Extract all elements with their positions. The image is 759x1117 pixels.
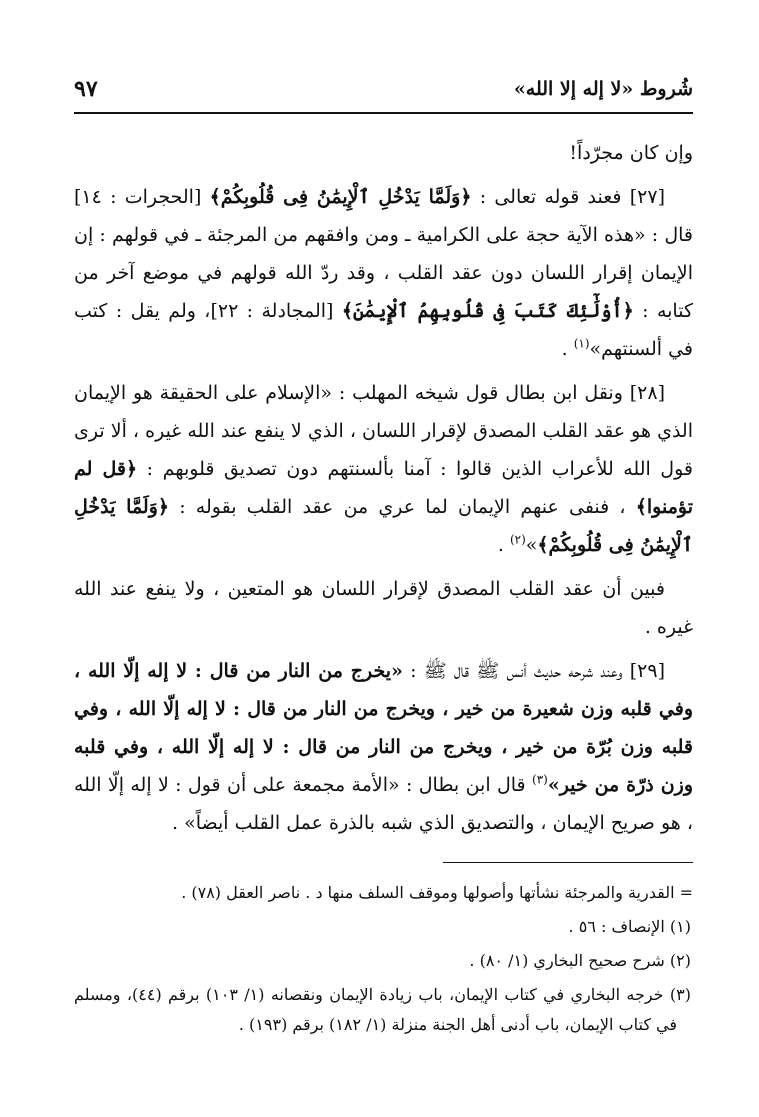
text: [٢٨] ونقل ابن بطال قول شيخه المهلب : «الإسلام على الحقيقة هو الإيمان الذي هو عقد القلب المصدق لإقرار اللسان ، الذي لا ينفع عند الله غيره ، ألا ترى قول الله للأعراب الذين قالوا : آمنا بألسنتهم دون تصديق قلوبهم : [74, 382, 694, 480]
footnote-rule [443, 862, 693, 863]
text: ، فنفى عنهم الإيمان لما عري من عقد القلب بقوله : [169, 496, 636, 518]
footnote-continuation: = القدرية والمرجئة نشأتها وأصولها وموقف السلف منها د . ناصر العقل (٧٨) . [181, 883, 693, 902]
paragraph-27 [74, 178, 693, 368]
quran-verse: ﴿أُوْلَٰٓئِكَ كَتَبَ فِى قُلُوبِهِمُ ٱلْإِيمَٰنَ﴾ [341, 300, 634, 322]
quran-verse: ﴿وَلَمَّا يَدْخُلِ ٱلْإِيمَٰنُ فِى قُلُوبِكُمْ﴾ [74, 496, 693, 556]
page-header [74, 78, 693, 112]
body-text [74, 134, 693, 848]
footnotes [74, 878, 693, 1044]
footnote-ref: (١) [573, 336, 590, 351]
footnote-ref: (٣) [532, 772, 548, 787]
footnote-2: (٢) شرح صحيح البخاري (١/ ٨٠) . [469, 951, 691, 970]
paragraph-29 [74, 652, 693, 842]
text: . [497, 534, 510, 556]
text: [المجادلة : ٢٢]، ولم يقل : كتب في ألسنتهم» [74, 300, 693, 360]
paragraph-intro [74, 134, 693, 172]
page-number: ٩٧ [74, 76, 98, 102]
running-title: شُروط «لا إله إلا الله» [513, 78, 693, 100]
paragraph-28-cont [74, 570, 693, 646]
text: » [525, 534, 538, 556]
text: [الحجرات : ١٤] قال : «هذه الآية حجة على الكرامية ـ ومن وافقهم من المرجئة ـ في قولهم : إن الإيمان إقرار اللسان دون عقد القلب ، وقد ردّ الله قولهم في موضع آخر من كتابه : [74, 186, 693, 322]
footnote-3: (٣) خرجه البخاري في كتاب الإيمان، باب زيادة الإيمان ونقصانه (١/ ١٠٣) برقم (٤٤)، ومسلم في كتاب الإيمان، باب أدنى أهل الجنة منزلة (١/ ١٨٢) برقم (١٩٣) . [74, 985, 691, 1034]
text: [٢٩] وعند شرحه حديث أنس ﷺ قال ﷺ : [402, 660, 665, 682]
header-rule [74, 112, 693, 114]
text: فبين أن عقد القلب المصدق لإقرار اللسان هو المتعين ، ولا ينفع عند الله غيره . [74, 578, 693, 638]
quran-verse: ﴿قل لم تؤمنوا﴾ [74, 458, 693, 518]
quran-verse: ﴿وَلَمَّا يَدْخُلِ ٱلْإِيمَٰنُ فِى قُلُوبِكُمْ﴾ [209, 186, 472, 208]
text: وإن كان مجرّداً! [569, 142, 693, 164]
footnote-1: (١) الإنصاف : ٥٦ . [568, 917, 691, 936]
text: [٢٧] فعند قوله تعالى : [471, 186, 665, 208]
hadith-text: «يخرج من النار من قال : لا إله إلّا الله ، وفي قلبه وزن شعيرة من خير ، ويخرج من النار من قال : لا إله إلّا الله ، وفي قلبه وزن بُرّة من خير ، ويخرج من النار من قال : لا إله إلّا الله ، وفي قلبه وزن ذرّة من خير» [74, 660, 693, 796]
text: . [561, 338, 574, 360]
paragraph-28 [74, 374, 693, 564]
footnote-ref: (٢) [509, 532, 526, 547]
text: قال ابن بطال : «الأمة مجمعة على أن قول : لا إله إلّا الله ، هو صريح الإيمان ، والتصديق الذي شبه بالذرة عمل القلب أيضاً» . [74, 774, 693, 834]
